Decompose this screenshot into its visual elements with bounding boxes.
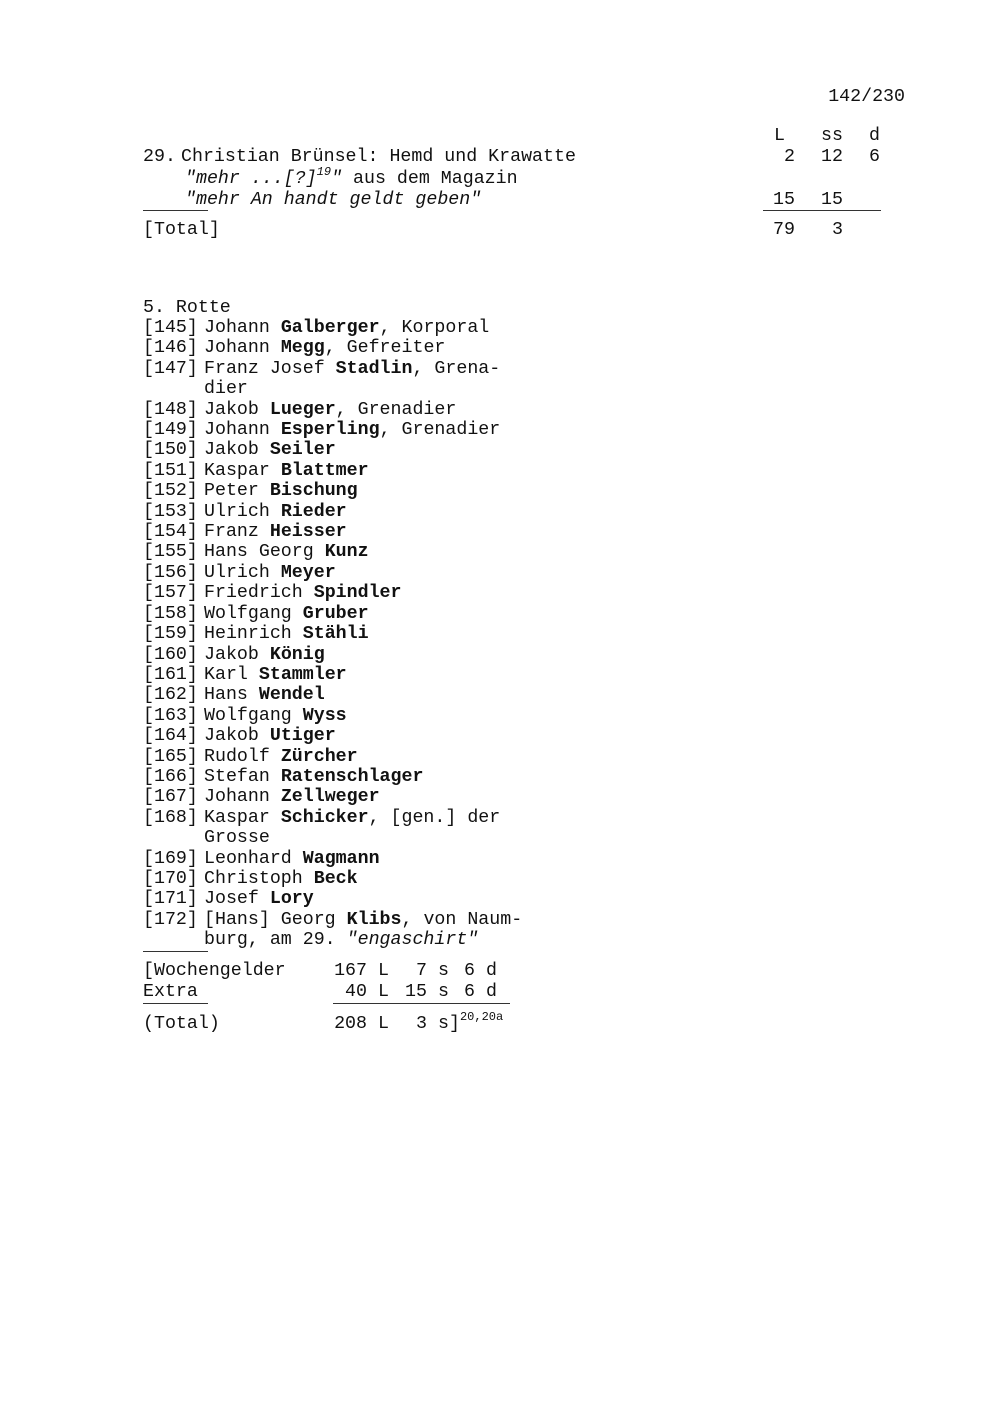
- roster-number: [152]: [143, 481, 198, 502]
- roster-last-name: Meyer: [280, 562, 336, 583]
- entry-text: Christian Brünsel: Hemd und Krawatte: [181, 147, 576, 167]
- roster-first-name: Christoph: [204, 868, 303, 889]
- roster-first-name: Johann: [204, 318, 270, 338]
- roster-first-name: Jakob: [204, 440, 259, 461]
- roster-name: [204, 767, 423, 787]
- roster-suffix: , Korporal: [379, 318, 490, 338]
- roster-last-name: Stadlin: [335, 358, 413, 379]
- roster-entry: [143, 624, 563, 644]
- roster-entry: [143, 522, 563, 542]
- roster-first-name: Leonhard: [204, 848, 292, 869]
- roster-name: [204, 706, 347, 726]
- roster-last-name: Galberger: [280, 318, 380, 338]
- roster-list: [143, 318, 563, 951]
- roster-first-name: Ulrich: [204, 501, 270, 522]
- summary-pence-2: 6: [464, 982, 475, 1002]
- roster-number: [151]: [143, 460, 198, 481]
- roster-first-name: Stefan: [204, 766, 270, 787]
- roster-entry: [143, 787, 563, 807]
- roster-entry: [143, 400, 563, 420]
- entry-number: 29.: [143, 147, 176, 167]
- section-title: 5. Rotte: [143, 298, 231, 318]
- roster-last-name: Ratenschlager: [280, 766, 424, 787]
- roster-name: [204, 604, 369, 624]
- entry-shillings: 12: [821, 147, 843, 167]
- roster-entry: [143, 706, 563, 726]
- roster-number: [162]: [143, 685, 198, 706]
- roster-entry: [143, 359, 563, 400]
- summary-label-1: [Wochengelder: [143, 961, 286, 981]
- roster-suffix: , von Naum-: [401, 909, 523, 930]
- roster-entry: [143, 726, 563, 746]
- roster-continuation-quote: "engaschirt": [346, 930, 479, 951]
- roster-last-name: Beck: [313, 868, 358, 889]
- quote1-rest: aus dem Magazin: [342, 169, 518, 189]
- roster-first-name: Hans Georg: [204, 542, 314, 563]
- roster-last-name: Schicker: [280, 807, 369, 828]
- summary-pounds-2: 40: [345, 982, 367, 1002]
- summary-unit-s-2: s: [438, 982, 449, 1002]
- roster-name: [204, 849, 380, 869]
- roster-number: [156]: [143, 562, 198, 583]
- roster-entry: [143, 542, 563, 562]
- roster-entry: [143, 665, 563, 685]
- entry-pounds: 2: [784, 147, 795, 167]
- roster-last-name: Rieder: [280, 501, 347, 522]
- roster-last-name: Heisser: [269, 522, 347, 543]
- summary-unit-l-2: L: [378, 982, 389, 1002]
- roster-last-name: Zürcher: [280, 746, 358, 767]
- quote-line-1: [185, 165, 518, 191]
- roster-entry: [143, 849, 563, 869]
- roster-number: [171]: [143, 889, 198, 910]
- roster-entry: [143, 767, 563, 787]
- summary-unit-l-1: L: [378, 961, 389, 981]
- roster-first-name: Wolfgang: [204, 603, 292, 624]
- roster-number: [166]: [143, 766, 198, 787]
- roster-entry: [143, 420, 563, 440]
- roster-entry: [143, 461, 563, 481]
- roster-first-name: [Hans] Georg: [204, 909, 336, 930]
- roster-entry: [143, 889, 563, 909]
- roster-last-name: Spindler: [313, 583, 402, 604]
- roster-name: [204, 502, 347, 522]
- roster-first-name: Karl: [204, 664, 248, 685]
- roster-last-name: Blattmer: [280, 460, 369, 481]
- roster-last-name: Seiler: [269, 440, 336, 461]
- roster-number: [157]: [143, 583, 198, 604]
- roster-number: [147]: [143, 358, 198, 379]
- roster-first-name: Johann: [204, 338, 270, 359]
- roster-suffix: , Grena-: [412, 358, 501, 379]
- summary-total-unit-l: L: [378, 1014, 389, 1034]
- roster-number: [150]: [143, 440, 198, 461]
- roster-number: [155]: [143, 542, 198, 563]
- header-pounds: L: [774, 126, 785, 146]
- roster-last-name: Wyss: [302, 705, 347, 726]
- roster-first-name: Kaspar: [204, 460, 270, 481]
- header-pence: d: [869, 126, 880, 146]
- roster-number: [160]: [143, 644, 198, 665]
- roster-entry: [143, 747, 563, 767]
- roster-first-name: Kaspar: [204, 807, 270, 828]
- summary-unit-d-2: d: [486, 982, 497, 1002]
- roster-number: [172]: [143, 909, 198, 930]
- roster-name: [204, 726, 336, 746]
- roster-first-name: Ulrich: [204, 562, 270, 583]
- total-pounds: 79: [773, 220, 795, 240]
- roster-entry: [143, 563, 563, 583]
- footnote-rule-roster: [143, 951, 208, 952]
- roster-name: [204, 808, 500, 849]
- roster-number: [170]: [143, 868, 198, 889]
- roster-continuation: Grosse: [204, 828, 270, 849]
- roster-number: [159]: [143, 624, 198, 645]
- roster-first-name: Jakob: [204, 644, 259, 665]
- roster-name: [204, 889, 314, 909]
- roster-entry: [143, 910, 563, 951]
- roster-first-name: Franz Josef: [204, 358, 325, 379]
- total-shillings: 3: [832, 220, 843, 240]
- roster-entry: [143, 481, 563, 501]
- roster-entry: [143, 338, 563, 358]
- roster-last-name: Utiger: [269, 726, 336, 747]
- roster-first-name: Wolfgang: [204, 705, 292, 726]
- roster-number: [158]: [143, 603, 198, 624]
- roster-name: [204, 542, 369, 562]
- roster-name: [204, 420, 500, 440]
- roster-number: [145]: [143, 318, 198, 338]
- entry-pence: 6: [869, 147, 880, 167]
- summary-rule-left: [143, 1003, 208, 1004]
- sum-rule-top: [763, 210, 881, 211]
- header-shillings: ss: [821, 126, 843, 146]
- roster-last-name: Esperling: [280, 420, 380, 441]
- roster-last-name: Stammler: [258, 664, 347, 685]
- roster-first-name: Johann: [204, 787, 270, 808]
- summary-shillings-1: 7: [416, 961, 427, 981]
- summary-shillings-2: 15: [405, 982, 427, 1002]
- quote1-text: "mehr ...[?]: [185, 169, 317, 189]
- roster-number: [149]: [143, 420, 198, 441]
- summary-total-unit-s-text: s: [438, 1014, 449, 1034]
- roster-first-name: Hans: [204, 685, 248, 706]
- roster-name: [204, 440, 336, 460]
- roster-last-name: Lory: [269, 889, 314, 910]
- roster-last-name: Klibs: [346, 909, 402, 930]
- roster-first-name: Peter: [204, 481, 259, 502]
- roster-first-name: Franz: [204, 522, 259, 543]
- summary-unit-d-1: d: [486, 961, 497, 981]
- quote1-close: ": [331, 169, 343, 189]
- roster-number: [167]: [143, 787, 198, 808]
- roster-entry: [143, 318, 563, 338]
- page-number: 142/230: [828, 87, 905, 107]
- roster-last-name: Zellweger: [280, 787, 380, 808]
- summary-total-close: ]: [448, 1014, 460, 1034]
- footnote-20-20a: 20,20a: [459, 1010, 504, 1024]
- summary-unit-s-1: s: [438, 961, 449, 981]
- roster-first-name: Josef: [204, 889, 259, 910]
- summary-total-unit-s: [438, 1010, 504, 1036]
- roster-name: [204, 461, 369, 481]
- roster-entry: [143, 869, 563, 889]
- roster-number: [169]: [143, 848, 198, 869]
- roster-last-name: Megg: [280, 338, 325, 359]
- roster-number: [168]: [143, 807, 198, 828]
- roster-number: [153]: [143, 501, 198, 522]
- roster-name: [204, 481, 358, 501]
- roster-number: [146]: [143, 338, 198, 359]
- summary-total-pounds: 208: [334, 1014, 367, 1034]
- roster-entry: [143, 808, 563, 849]
- roster-number: [164]: [143, 726, 198, 747]
- roster-first-name: Rudolf: [204, 746, 270, 767]
- roster-last-name: Gruber: [302, 603, 369, 624]
- roster-first-name: Johann: [204, 420, 270, 441]
- roster-first-name: Jakob: [204, 726, 259, 747]
- summary-pence-1: 6: [464, 961, 475, 981]
- roster-suffix: , Grenadier: [379, 420, 501, 441]
- roster-entry: [143, 604, 563, 624]
- summary-rule-sum: [333, 1003, 510, 1004]
- roster-entry: [143, 583, 563, 603]
- roster-name: [204, 318, 489, 338]
- roster-last-name: Bischung: [269, 481, 358, 502]
- roster-name: [204, 645, 325, 665]
- roster-entry: [143, 645, 563, 665]
- roster-name: [204, 624, 369, 644]
- roster-name: [204, 338, 445, 358]
- roster-first-name: Friedrich: [204, 583, 303, 604]
- quote-line-2: "mehr An handt geldt geben": [185, 190, 482, 210]
- roster-name: [204, 522, 347, 542]
- roster-entry: [143, 685, 563, 705]
- roster-name: [204, 869, 358, 889]
- summary-total-label: (Total): [143, 1014, 220, 1034]
- roster-name: [204, 910, 522, 951]
- roster-entry: [143, 502, 563, 522]
- total-label: [Total]: [143, 220, 220, 240]
- roster-name: [204, 359, 500, 400]
- roster-name: [204, 685, 325, 705]
- roster-suffix: , [gen.] der: [368, 807, 501, 828]
- roster-continuation: burg, am 29.: [204, 930, 347, 951]
- footnote-rule-top: [143, 210, 208, 211]
- roster-number: [154]: [143, 522, 198, 543]
- summary-pounds-1: 167: [334, 961, 367, 981]
- roster-number: [163]: [143, 705, 198, 726]
- roster-last-name: Lueger: [269, 399, 336, 420]
- roster-last-name: Stähli: [302, 624, 369, 645]
- roster-last-name: König: [269, 644, 325, 665]
- roster-last-name: Wagmann: [302, 848, 380, 869]
- roster-suffix: , Gefreiter: [324, 338, 446, 359]
- roster-first-name: Jakob: [204, 399, 259, 420]
- roster-name: [204, 583, 402, 603]
- roster-name: [204, 665, 347, 685]
- roster-name: [204, 400, 456, 420]
- roster-last-name: Wendel: [258, 685, 325, 706]
- quote2-pounds: 15: [773, 190, 795, 210]
- roster-name: [204, 787, 380, 807]
- roster-suffix: , Grenadier: [335, 399, 457, 420]
- roster-continuation: dier: [204, 379, 248, 400]
- roster-entry: [143, 440, 563, 460]
- roster-number: [148]: [143, 399, 198, 420]
- roster-name: [204, 563, 336, 583]
- roster-first-name: Heinrich: [204, 624, 292, 645]
- summary-label-2: Extra: [143, 982, 198, 1002]
- summary-total-shillings: 3: [416, 1014, 427, 1034]
- roster-last-name: Kunz: [324, 542, 369, 563]
- quote2-shillings: 15: [821, 190, 843, 210]
- roster-number: [161]: [143, 664, 198, 685]
- roster-number: [165]: [143, 746, 198, 767]
- roster-name: [204, 747, 358, 767]
- footnote-19: 19: [316, 165, 332, 179]
